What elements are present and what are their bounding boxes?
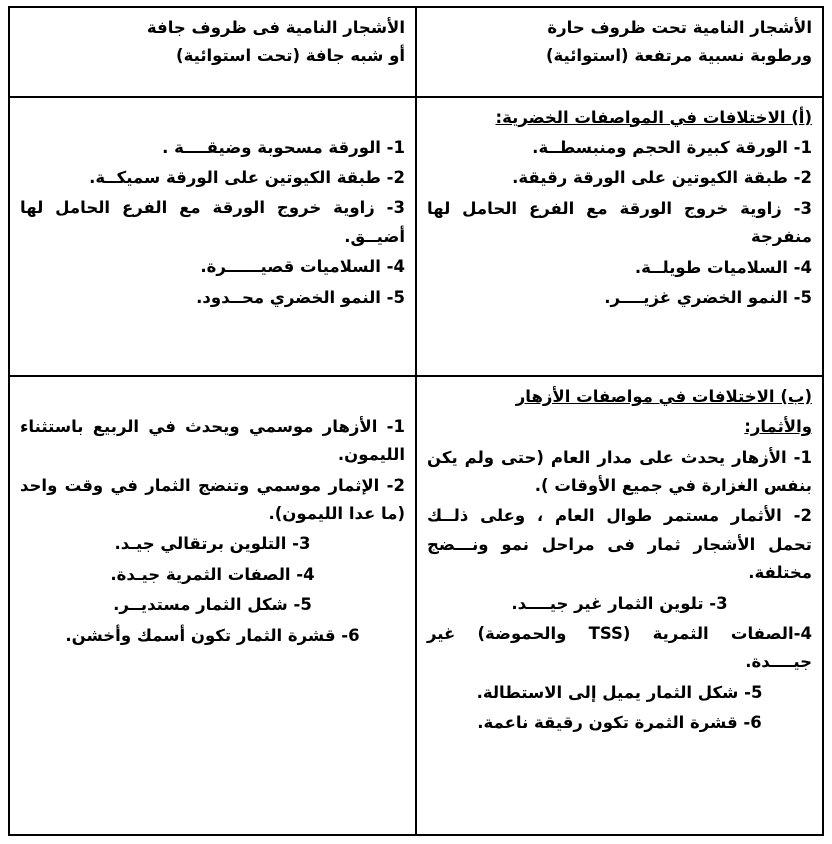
list-item: 5- شكل الثمار يميل إلى الاستطالة. (476, 682, 763, 702)
list-flowers-tropical (427, 444, 812, 738)
list-item: 3- تلوين الثمار غير جيــــد. (511, 593, 728, 613)
list-item: 4- السلاميات طويلــة. (634, 257, 812, 277)
header-tropical-line1: الأشجار النامية تحت ظروف حارة (547, 18, 812, 37)
list-item: 2- الإثمار موسمي وتنضج الثمار في وقت واحد (ما عدا الليمون). (20, 475, 405, 524)
list-item: 4- الصفات الثمرية جيـدة. (110, 564, 315, 584)
list-item: 6- قشرة الثمرة تكون رقيقة ناعمة. (477, 713, 762, 733)
list-vegetative-tropical (427, 134, 812, 312)
list-item: 3- التلوين برتقالي جيـد. (114, 534, 311, 554)
list-item: 4- السلاميات قصيــــــرة. (200, 257, 405, 277)
header-arid-line1: الأشجار النامية فى ظروف جافة (146, 18, 405, 37)
cell-flowers-tropical (416, 376, 823, 835)
list-item: 5- النمو الخضري محــدود. (196, 287, 405, 307)
list-item: 2- طبقة الكيوتين على الورقة رقيقة. (512, 168, 812, 188)
list-item: 1- الأزهار موسمي ويحدث في الربيع باستثناء الليمون. (20, 416, 405, 465)
section-title-vegetative: (أ) الاختلافات في المواصفات الخضرية: (495, 107, 812, 127)
list-item: 5- النمو الخضري غزيــــر. (604, 287, 812, 307)
section-title-flowers-continued: والأثمار: (744, 417, 812, 437)
list-item: 2- طبقة الكيوتين على الورقة سميكــة. (89, 168, 405, 188)
header-tropical-line2: ورطوبة نسبية مرتفعة (استوائية) (545, 46, 812, 66)
list-item: 5- شكل الثمار مستديــر. (113, 595, 312, 615)
list-item: 1- الأزهار يحدث على مدار العام (حتى ولم يكن بنفس الغزارة في جميع الأوقات ). (427, 447, 812, 496)
header-arid-line2: أو شبه جافة (تحت استوائية) (176, 46, 405, 66)
section-title-flowers: (ب) الاختلافات في مواصفات الأزهار (515, 386, 812, 406)
table-header-row (9, 7, 823, 97)
list-item: 4-الصفات الثمرية (TSS والحموضة) غير جيــــدة. (427, 623, 812, 672)
spacer (20, 383, 405, 413)
list-vegetative-arid (20, 134, 405, 312)
comparison-table (8, 6, 824, 836)
spacer (20, 104, 405, 134)
list-item: 3- زاوية خروج الورقة مع الفرع الحامل لها منفرجة (427, 198, 812, 247)
list-item: 3- زاوية خروج الورقة مع الفرع الحامل لها أضيــق. (20, 198, 405, 246)
cell-vegetative-tropical (416, 97, 823, 376)
header-cell-tropical (416, 7, 823, 97)
table-row-flowers-fruits (9, 376, 823, 835)
list-item: 2- الأثمار مستمر طوال العام ، وعلى ذلــك تحمل الأشجار ثمار فى مراحل نمو ونـــضج مختلفة. (427, 506, 812, 583)
list-item: 1- الورقة مسحوبة وضيقــــة . (162, 137, 405, 157)
list-item: 1- الورقة كبيرة الحجم ومنبسطــة. (532, 138, 812, 158)
cell-flowers-arid (9, 376, 416, 835)
cell-vegetative-arid (9, 97, 416, 376)
list-flowers-arid (20, 413, 405, 650)
header-cell-arid (9, 7, 416, 97)
list-item: 6- قشرة الثمار تكون أسمك وأخشن. (65, 625, 360, 645)
table-row-vegetative (9, 97, 823, 376)
